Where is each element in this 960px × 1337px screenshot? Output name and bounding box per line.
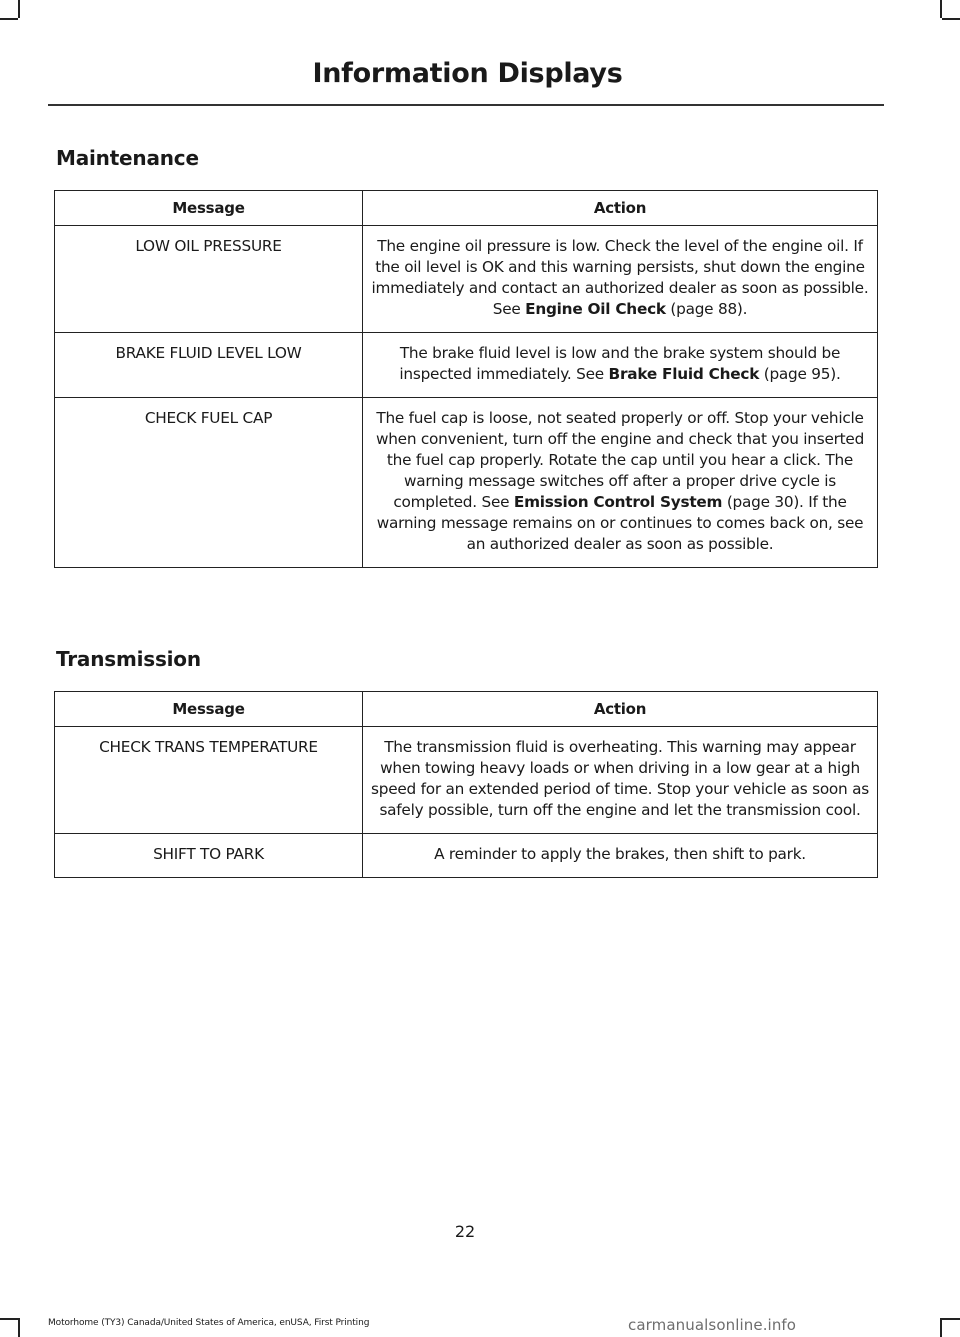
cross-reference-link[interactable]: Brake Fluid Check bbox=[608, 365, 760, 383]
action-cell bbox=[363, 333, 878, 398]
section-title-maintenance: Maintenance bbox=[56, 146, 199, 170]
message-cell: SHIFT TO PARK bbox=[55, 834, 363, 878]
crop-mark-top-right-h bbox=[942, 18, 960, 20]
crop-mark-top-left bbox=[18, 0, 20, 18]
crop-mark-bottom-right-h bbox=[942, 1318, 960, 1320]
crop-mark-top-left-h bbox=[0, 18, 18, 20]
column-header-action: Action bbox=[363, 191, 878, 226]
message-cell: BRAKE FLUID LEVEL LOW bbox=[55, 333, 363, 398]
crop-mark-bottom-left bbox=[18, 1318, 20, 1337]
page-reference: (page 30). If the warning message remains on or continues to comes back on, see an authorized dealer as soon as possible. bbox=[376, 493, 864, 553]
page-title: Information Displays bbox=[312, 58, 623, 89]
message-cell: CHECK TRANS TEMPERATURE bbox=[55, 727, 363, 834]
page-reference: (page 88). bbox=[665, 300, 748, 318]
action-text: The engine oil pressure is low. Check the level of the engine oil. If the oil level is OK and this warning persists, shut down the engine immediately and contact an authorized dealer as soon as possible. See bbox=[371, 237, 869, 318]
column-header-message: Message bbox=[55, 692, 363, 727]
table-row bbox=[55, 398, 878, 568]
table-row bbox=[55, 226, 878, 333]
action-cell bbox=[363, 398, 878, 568]
section-title-transmission: Transmission bbox=[56, 647, 201, 671]
table-row bbox=[55, 834, 878, 878]
table-header-row bbox=[55, 191, 878, 226]
column-header-message: Message bbox=[55, 191, 363, 226]
footer-edition-text: Motorhome (TY3) Canada/United States of America, enUSA, First Printing bbox=[48, 1318, 370, 1328]
message-cell: CHECK FUEL CAP bbox=[55, 398, 363, 568]
page-number: 22 bbox=[454, 1222, 476, 1241]
action-cell: The transmission fluid is overheating. This warning may appear when towing heavy loads or when driving in a low gear at a high speed for an extended period of time. Stop your vehicle as soon as safely possible, turn off the engine and let the transmission cool. bbox=[363, 727, 878, 834]
crop-mark-bottom-left-h bbox=[0, 1318, 18, 1320]
action-text: The brake fluid level is low and the brake system should be inspected immediately. See bbox=[399, 344, 841, 383]
maintenance-table bbox=[54, 190, 878, 568]
cross-reference-link[interactable]: Emission Control System bbox=[513, 493, 723, 511]
table-header-row bbox=[55, 692, 878, 727]
transmission-table bbox=[54, 691, 878, 878]
message-cell: LOW OIL PRESSURE bbox=[55, 226, 363, 333]
cross-reference-link[interactable]: Engine Oil Check bbox=[525, 300, 666, 318]
watermark: carmanualsonline.info bbox=[628, 1316, 797, 1334]
action-text: The fuel cap is loose, not seated properly or off. Stop your vehicle when convenient, turn off the engine and check that you inserted the fuel cap properly. Rotate the cap until you hear a click. The warning message switches off after a proper drive cycle is completed. See bbox=[375, 409, 865, 511]
table-row bbox=[55, 727, 878, 834]
crop-mark-top-right bbox=[940, 0, 942, 18]
table-row bbox=[55, 333, 878, 398]
column-header-action: Action bbox=[363, 692, 878, 727]
crop-mark-bottom-right bbox=[940, 1318, 942, 1337]
header-divider bbox=[48, 104, 884, 106]
action-cell bbox=[363, 226, 878, 333]
page-reference: (page 95). bbox=[759, 365, 841, 383]
action-cell: A reminder to apply the brakes, then shift to park. bbox=[363, 834, 878, 878]
